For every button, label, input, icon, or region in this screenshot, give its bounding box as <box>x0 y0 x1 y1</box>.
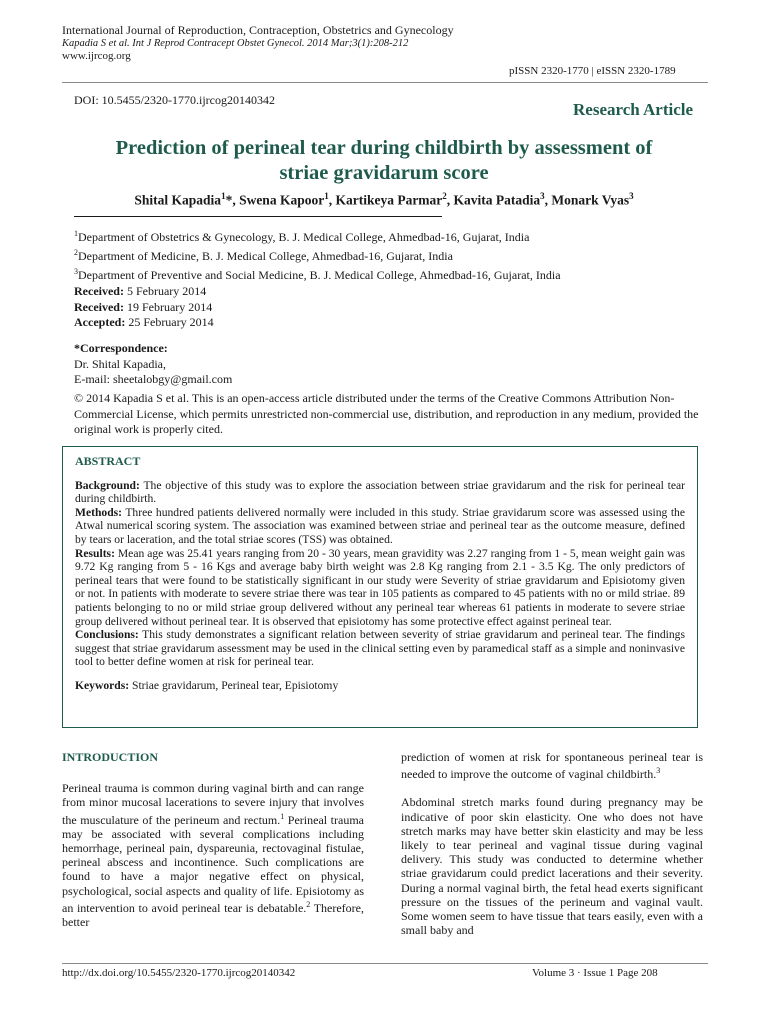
keywords-label: Keywords: <box>75 678 130 692</box>
header-divider <box>62 82 708 83</box>
right-column <box>401 750 703 937</box>
author-affil-num: 3 <box>540 191 545 201</box>
body-text: prediction of women at risk for spontaneous perineal tear is needed to improve the outcome of vaginal childbirth. <box>401 750 703 782</box>
results-text: Mean age was 25.41 years ranging from 20 - 30 years, mean gravidity was 2.27 ranging from 1 - 5, mean weight gain was 9.72 Kg ranging from 5 - 16 Kgs and average baby birth weight was 2.8 Kg ranging from 2.1 - 3.5 Kg. The only predictors of perineal tears that were found to be statistically significant in our study were Severity of striae gravidarum and Episiotomy given or not. In patients with moderate to severe striae there was tear in 105 patients as compared to 45 patients with no or mild striae. 89 patients belonging to no or mild striae group delivered without any perineal tear whereas 61 patients in moderate to severe striae group delivered without perineal tear. It is observed that episiotomy has some protective effect against perineal tear. <box>75 546 685 628</box>
author-separator: *, <box>225 192 240 208</box>
affiliations <box>74 226 561 283</box>
col2-paragraph-2: Abdominal stretch marks found during pregnancy may be indicative of poor skin elasticity. One who does not have stretch marks may have better skin elasticity and may be less likely to tear perineal and vaginal tissue during vaginal delivery. This study was conducted to determine whether striae gravidarum could predict lacerations and their severity. During a normal vaginal birth, the fetal head exerts significant pressure on the tissues of the perineum and vaginal vault. Some women seem to have tissue that tears easily, even with a small baby and <box>401 795 703 938</box>
footer-doi-url[interactable]: http://dx.doi.org/10.5455/2320-1770.ijrcog20140342 <box>62 967 296 979</box>
author-affil-num: 1 <box>324 191 329 201</box>
affiliation-text: Department of Medicine, B. J. Medical College, Ahmedbad-16, Gujarat, India <box>78 249 453 263</box>
author-affil-num: 3 <box>629 191 634 201</box>
citation-ref[interactable]: 3 <box>656 766 661 776</box>
article-dates <box>74 284 214 331</box>
author-separator: , <box>446 192 454 208</box>
affiliation <box>74 245 561 264</box>
author-separator: , <box>328 192 336 208</box>
intro-text: Perineal trauma is common during vaginal birth and can range from minor mucosal lacerations to severe injury that involves the musculature of the perineum and rectum. <box>62 781 364 827</box>
conclusions-label: Conclusions: <box>75 628 139 642</box>
paper-title <box>60 136 708 186</box>
author-affil-num: 1 <box>221 191 226 201</box>
abstract-methods <box>75 506 685 547</box>
methods-text: Three hundred patients delivered normally were included in this study. Striae gravidarum score was assessed using the Atwal numerical scoring system. The association was examined between striae and perineal tear as the outcome measure, defined by tears or laceration, and the total striae scores (TSS) was obtained. <box>75 505 685 546</box>
received-date-2 <box>74 300 214 316</box>
date-label: Received: <box>74 299 124 314</box>
citation-ref[interactable]: 2 <box>306 899 311 909</box>
correspondence-name: Dr. Shital Kapadia, <box>74 356 166 371</box>
background-text: The objective of this study was to explore the association between striae gravidarum and the risk for perineal tear during childbirth. <box>75 478 685 506</box>
title-line-1: Prediction of perineal tear during childbirth by assessment of <box>115 137 653 159</box>
journal-citation: Kapadia S et al. Int J Reprod Contracept Obstet Gynecol. 2014 Mar;3(1):208-212 <box>62 38 409 49</box>
intro-text: Perineal trauma may be associated with several complications including hemorrhage, perineal pain, dyspareunia, rectovaginal fistulae, perineal abscess and incontinence. Such complications are found to have a major negative effect on physical, psychological, social aspects and quality of life. Episiotomy as an intervention to avoid perineal tear is debatable. <box>62 812 364 915</box>
col2-paragraph-1 <box>401 750 703 781</box>
footer-divider <box>62 963 708 964</box>
author-name: Swena Kapoor <box>239 192 325 208</box>
journal-name: International Journal of Reproduction, Contraception, Obstetrics and Gynecology <box>62 23 454 37</box>
conclusions-text: This study demonstrates a significant relation between severity of striae gravidarum and perineal tear. The findings suggest that striae gravidarum assessment may be used in the clinical setting even by paramedical staff as a simple and noninvasive tool to better define women at risk for perineal tear. <box>75 628 685 669</box>
date-value: 19 February 2014 <box>126 299 213 314</box>
date-value: 5 February 2014 <box>126 284 207 298</box>
abstract-heading: ABSTRACT <box>75 454 141 468</box>
correspondence-email[interactable]: E-mail: sheetalobgy@gmail.com <box>74 372 233 386</box>
footer-page-info: Volume 3 · Issue 1 Page 208 <box>532 967 658 979</box>
author-name: Kavita Patadia <box>453 192 541 208</box>
abstract-keywords <box>75 679 685 693</box>
issn: pISSN 2320-1770 | eISSN 2320-1789 <box>509 65 676 77</box>
author-name: Shital Kapadia <box>134 192 222 208</box>
correspondence <box>74 341 232 388</box>
date-value: 25 February 2014 <box>128 315 214 329</box>
affiliation <box>74 264 561 283</box>
abstract-conclusions <box>75 628 685 669</box>
title-line-2: striae gravidarum score <box>279 162 489 184</box>
accepted-date <box>74 315 214 331</box>
doi[interactable]: DOI: 10.5455/2320-1770.ijrcog20140342 <box>74 93 275 107</box>
article-type: Research Article <box>573 100 694 119</box>
abstract-results <box>75 547 685 629</box>
intro-paragraph <box>62 781 364 929</box>
abstract-background <box>75 479 685 506</box>
author-divider <box>74 216 442 217</box>
correspondence-label: *Correspondence: <box>74 341 168 355</box>
intro-text: Therefore, better <box>62 900 364 930</box>
author-affil-num: 2 <box>442 191 447 201</box>
journal-website[interactable]: www.ijrcog.org <box>62 50 131 62</box>
date-label: Accepted: <box>74 315 126 329</box>
background-label: Background: <box>75 478 140 492</box>
author-name: Monark Vyas <box>551 192 630 208</box>
keywords-text: Striae gravidarum, Perineal tear, Episiotomy <box>132 678 339 692</box>
license-text: © 2014 Kapadia S et al. This is an open-access article distributed under the terms of the Creative Commons Attribution Non-Commercial License, which permits unrestricted non-commercial use, distribution, and reproduction in any medium, provided the original work is properly cited. <box>74 391 699 436</box>
date-label: Received: <box>74 284 124 298</box>
affiliation-number: 1 <box>74 229 78 238</box>
author-name: Kartikeya Parmar <box>335 192 443 208</box>
author-separator: , <box>544 192 552 208</box>
introduction-heading: INTRODUCTION <box>62 750 159 764</box>
abstract-box <box>62 446 698 728</box>
affiliation-text: Department of Obstetrics & Gynecology, B. J. Medical College, Ahmedbad-16, Gujarat, India <box>78 230 530 244</box>
affiliation-number: 2 <box>74 248 78 257</box>
citation-ref[interactable]: 1 <box>280 811 285 821</box>
results-label: Results: <box>75 546 115 560</box>
author-list <box>74 191 694 209</box>
received-date-1 <box>74 284 214 300</box>
affiliation <box>74 226 561 245</box>
left-column <box>62 750 364 929</box>
affiliation-text: Department of Preventive and Social Medicine, B. J. Medical College, Ahmedbad-16, Gujarat, India <box>78 268 561 282</box>
affiliation-number: 3 <box>74 267 78 276</box>
methods-label: Methods: <box>75 505 123 519</box>
